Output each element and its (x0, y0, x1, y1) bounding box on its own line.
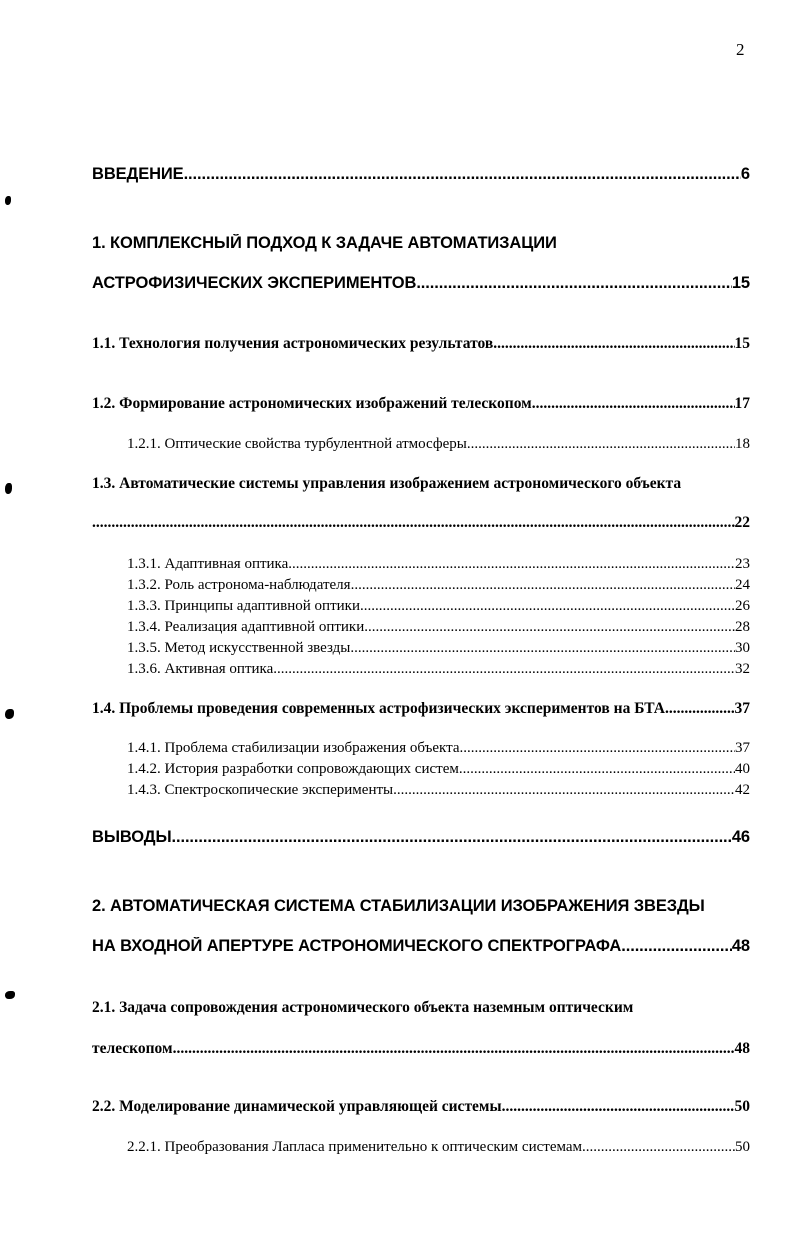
toc-section-2-1[interactable] (92, 1040, 750, 1058)
toc-section-2-2[interactable] (92, 1098, 750, 1116)
dot-leader (273, 661, 735, 678)
toc-chapter-1-title[interactable] (92, 234, 750, 253)
dot-leader (467, 436, 735, 453)
dot-leader (460, 740, 735, 757)
toc-subsection-1-4-1[interactable] (127, 740, 750, 757)
page-number: 2 (736, 40, 745, 59)
toc-entry-page: 42 (735, 782, 750, 798)
scan-mark (5, 991, 15, 999)
toc-entry-page: 26 (735, 598, 750, 614)
toc-entry-page: 46 (731, 828, 750, 846)
dot-leader (393, 782, 735, 799)
toc-entry-page: 23 (735, 556, 750, 572)
toc-chapter-2[interactable] (92, 937, 750, 956)
toc-entry-page: 22 (734, 514, 750, 531)
toc-chapter-2-title[interactable] (92, 897, 750, 916)
toc-subsection-1-3-3[interactable] (127, 598, 750, 615)
dot-leader (350, 640, 735, 657)
toc-section-1-3[interactable] (92, 514, 750, 532)
dot-leader (288, 556, 735, 573)
toc-entry-page: 50 (735, 1139, 750, 1155)
dot-leader (493, 335, 734, 353)
dot-leader (172, 828, 732, 847)
toc-entry-page: 6 (740, 165, 750, 183)
toc-entry-title: 1.2. Формирование астрономических изображений телескопом (92, 395, 532, 412)
toc-entry-title: 1.3.3. Принципы адаптивной оптики (127, 598, 360, 614)
toc-entry-intro[interactable] (92, 165, 750, 184)
toc-entry-conclusions[interactable] (92, 828, 750, 847)
toc-entry-page: 32 (735, 661, 750, 677)
toc-subsection-1-3-4[interactable] (127, 619, 750, 636)
toc-entry-title: НА ВХОДНОЙ АПЕРТУРЕ АСТРОНОМИЧЕСКОГО СПЕКТРОГРАФА (92, 937, 622, 955)
toc-entry-page: 15 (734, 335, 750, 352)
dot-leader (416, 274, 732, 293)
toc-entry-title: 1.3.6. Активная оптика (127, 661, 274, 677)
toc-entry-page: 15 (731, 274, 750, 292)
dot-leader (360, 598, 735, 615)
toc-chapter-1[interactable] (92, 274, 750, 293)
toc-entry-title: 1.4.1. Проблема стабилизации изображения объекта (127, 740, 460, 756)
toc-entry-title: 1.3.2. Роль астронома-наблюдателя (127, 577, 351, 593)
toc-entry-title: 2. АВТОМАТИЧЕСКАЯ СИСТЕМА СТАБИЛИЗАЦИИ ИЗОБРАЖЕНИЯ ЗВЕЗДЫ (92, 897, 705, 915)
toc-entry-title: 1.2.1. Оптические свойства турбулентной атмосферы (127, 436, 467, 452)
toc-entry-title: 1.3.4. Реализация адаптивной оптики (127, 619, 365, 635)
scan-mark (5, 483, 12, 494)
toc-entry-page: 50 (734, 1098, 750, 1115)
toc-entry-page: 17 (734, 395, 750, 412)
toc-subsection-2-2-1[interactable] (127, 1139, 750, 1156)
dot-leader (173, 1040, 735, 1058)
toc-section-1-3-title[interactable] (92, 475, 750, 493)
toc-entry-title: АСТРОФИЗИЧЕСКИХ ЭКСПЕРИМЕНТОВ (92, 274, 417, 292)
toc-entry-page: 24 (735, 577, 750, 593)
toc-entry-title: 1.1. Технология получения астрономических результатов (92, 335, 494, 352)
toc-entry-title: 1.4.3. Спектроскопические эксперименты (127, 782, 394, 798)
toc-subsection-1-2-1[interactable] (127, 436, 750, 453)
toc-entry-page: 40 (735, 761, 750, 777)
toc-subsection-1-4-3[interactable] (127, 782, 750, 799)
dot-leader (184, 165, 741, 184)
dot-leader (92, 514, 735, 532)
toc-entry-title: 1.3. Автоматические системы управления изображением астрономического объекта (92, 475, 682, 492)
toc-subsection-1-3-5[interactable] (127, 640, 750, 657)
toc-entry-page: 37 (734, 700, 750, 717)
toc-entry-page: 28 (735, 619, 750, 635)
toc-entry-page: 37 (735, 740, 750, 756)
dot-leader (364, 619, 735, 636)
dot-leader (621, 937, 732, 956)
toc-entry-title: 1.3.1. Адаптивная оптика (127, 556, 289, 572)
scan-mark (5, 709, 14, 719)
toc-entry-title: ВВЕДЕНИЕ (92, 165, 184, 183)
toc-subsection-1-3-2[interactable] (127, 577, 750, 594)
toc-entry-page: 48 (734, 1040, 750, 1057)
toc-entry-title: телескопом (92, 1040, 173, 1057)
dot-leader (665, 700, 735, 718)
toc-entry-title: ВЫВОДЫ (92, 828, 172, 846)
toc-section-1-4[interactable] (92, 700, 750, 718)
toc-entry-title: 1. КОМПЛЕКСНЫЙ ПОДХОД К ЗАДАЧЕ АВТОМАТИЗАЦИИ (92, 234, 557, 252)
toc-entry-page: 18 (735, 436, 750, 452)
toc-entry-title: 2.2. Моделирование динамической управляющей системы (92, 1098, 502, 1115)
toc-section-1-2[interactable] (92, 395, 750, 413)
toc-subsection-1-3-1[interactable] (127, 556, 750, 573)
toc-section-2-1-title[interactable] (92, 999, 750, 1017)
dot-leader (459, 761, 735, 778)
scan-mark (5, 196, 11, 205)
dot-leader (532, 395, 735, 413)
toc-entry-title: 2.1. Задача сопровождения астрономического объекта наземным оптическим (92, 999, 634, 1016)
toc-entry-title: 1.3.5. Метод искусственной звезды (127, 640, 351, 656)
toc-entry-page: 48 (731, 937, 750, 955)
toc-entry-title: 2.2.1. Преобразования Лапласа применительно к оптическим системам (127, 1139, 583, 1155)
toc-section-1-1[interactable] (92, 335, 750, 353)
dot-leader (351, 577, 735, 594)
toc-subsection-1-4-2[interactable] (127, 761, 750, 778)
dot-leader (582, 1139, 735, 1156)
dot-leader (502, 1098, 735, 1116)
toc-entry-title: 1.4.2. История разработки сопровождающих систем (127, 761, 459, 777)
toc-entry-title: 1.4. Проблемы проведения современных астрофизических экспериментов на БТА (92, 700, 665, 717)
toc-entry-page: 30 (735, 640, 750, 656)
toc-subsection-1-3-6[interactable] (127, 661, 750, 678)
